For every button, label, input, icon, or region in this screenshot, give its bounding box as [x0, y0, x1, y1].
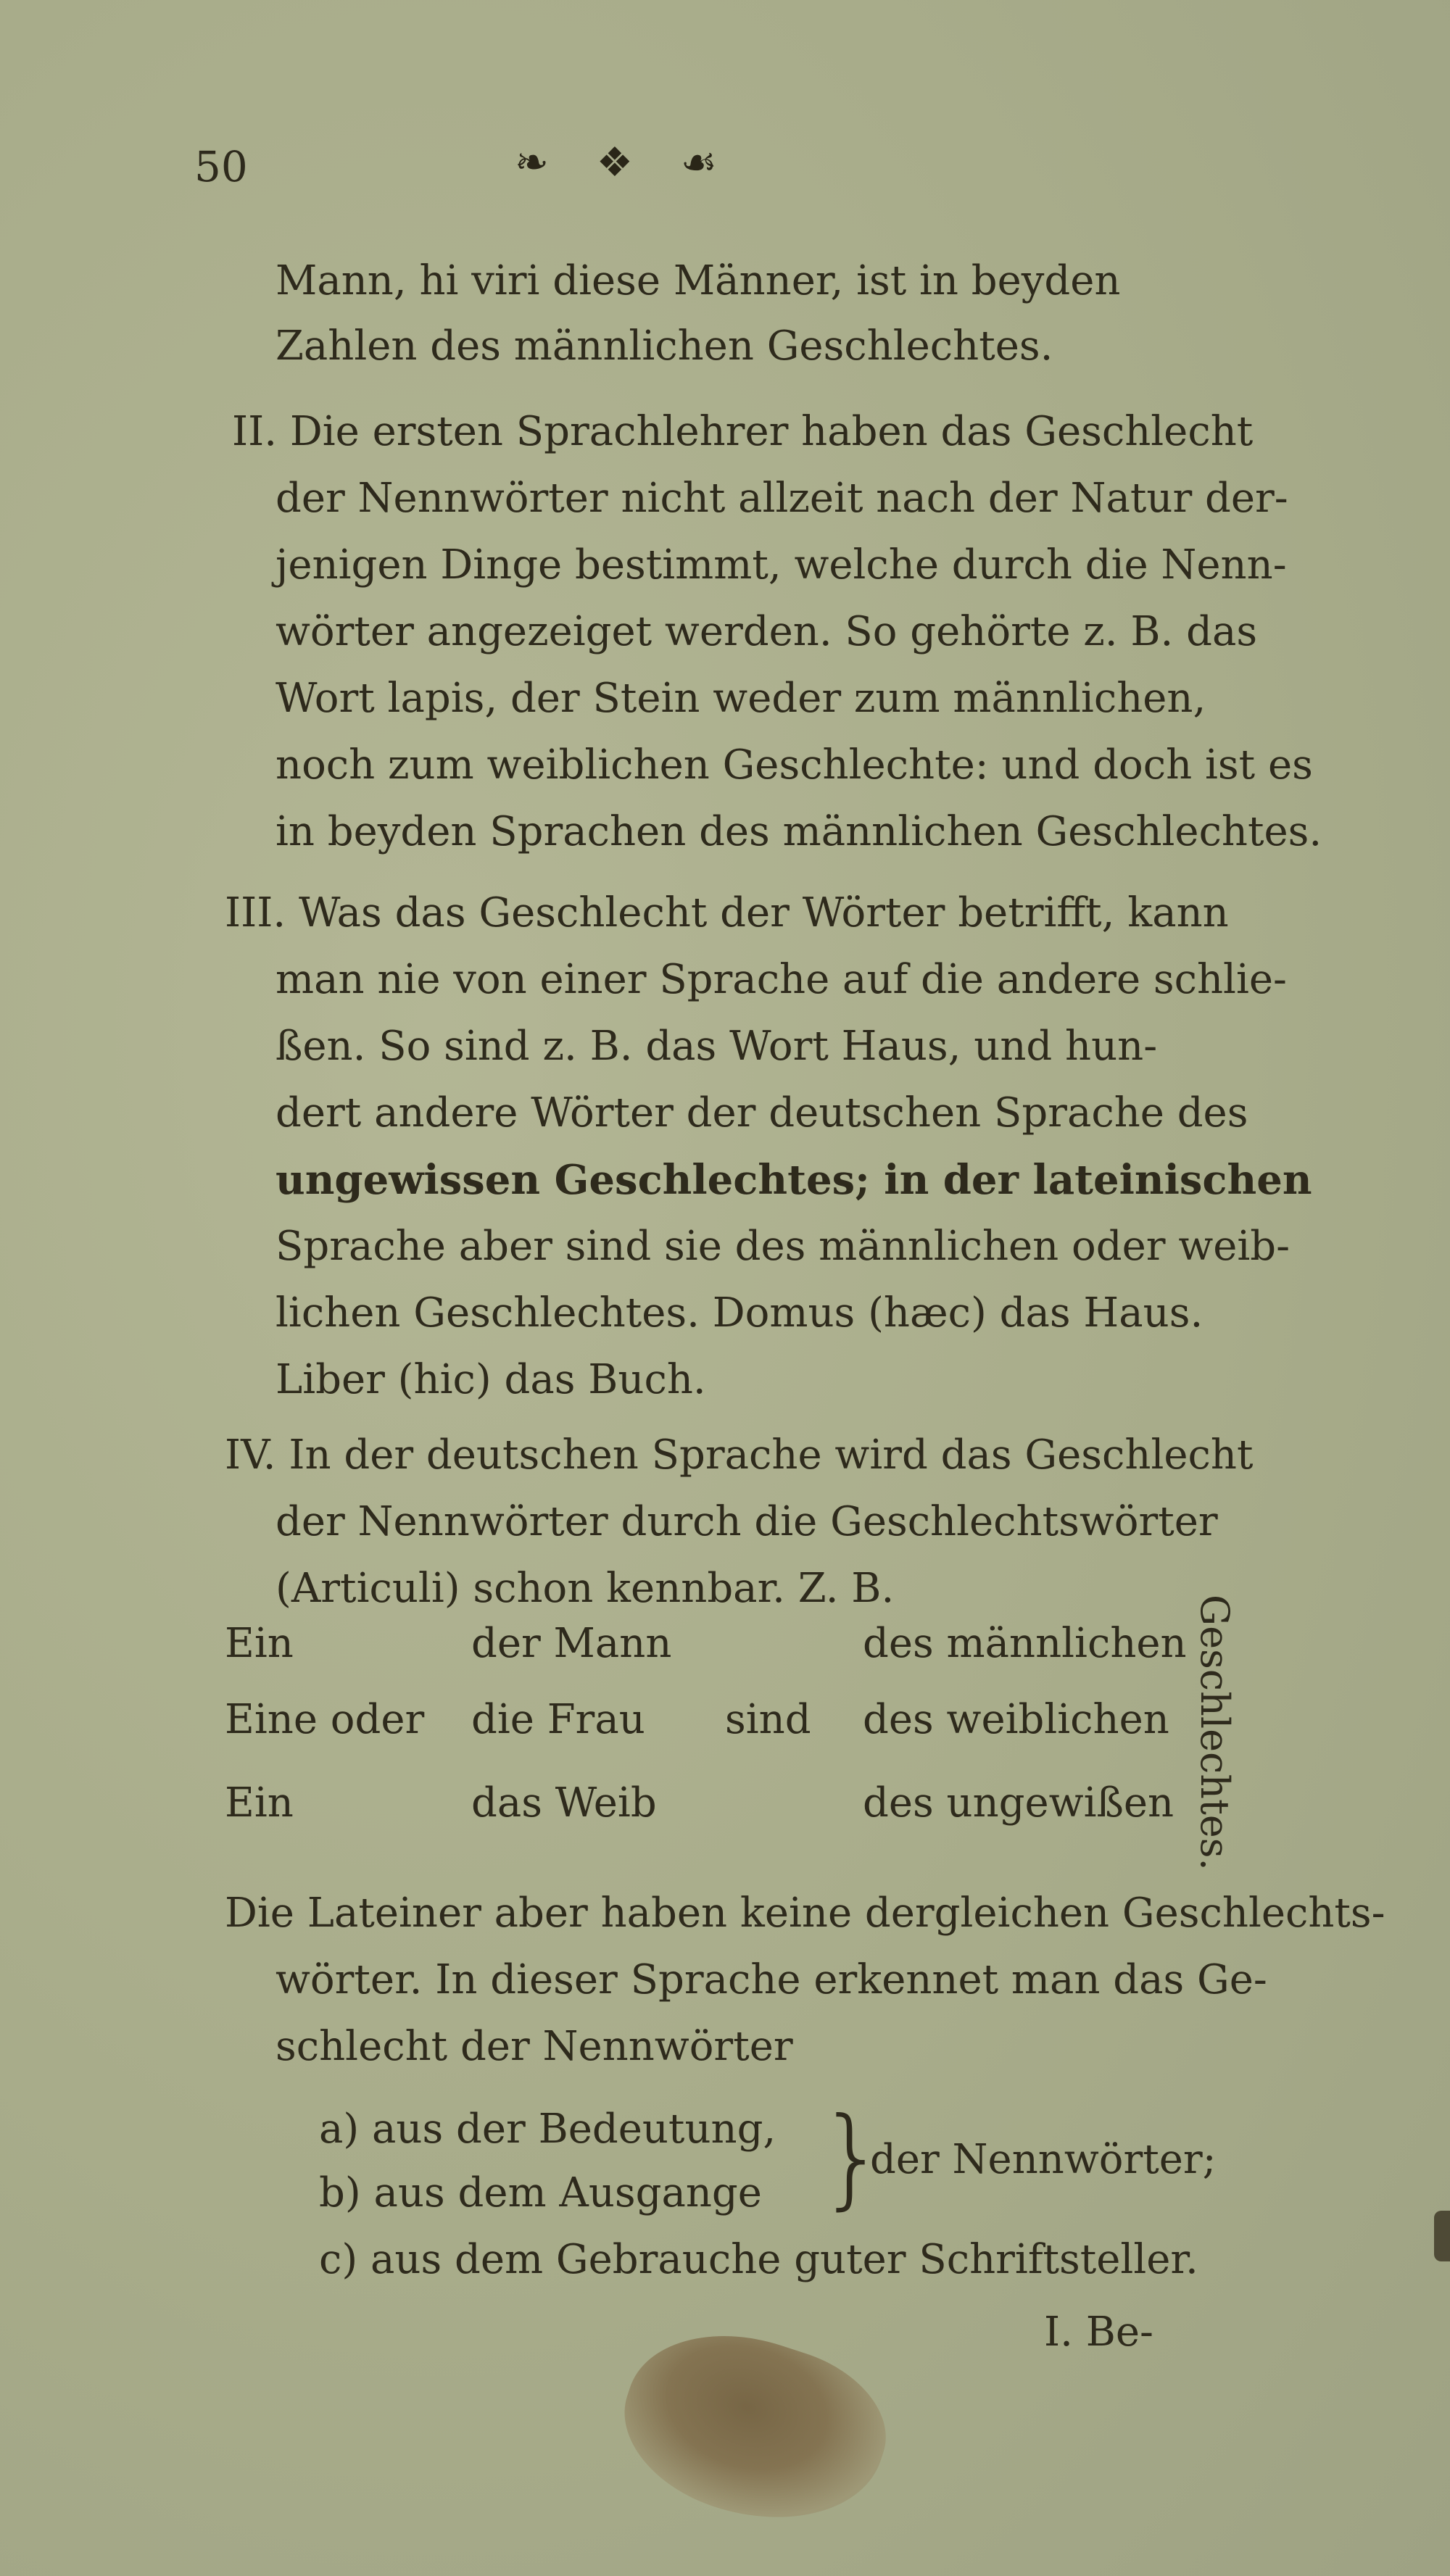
text-line: III. Was das Geschlecht der Wörter betrifft, kann [225, 889, 1229, 936]
text-line: Die Lateiner aber haben keine dergleichen Geschlechts- [225, 1890, 1385, 1937]
table-cell: Eine oder [225, 1696, 425, 1743]
list-item: b) aus dem Ausgange [319, 2169, 762, 2216]
list-item: a) aus der Bedeutung, [319, 2106, 776, 2153]
text-line: man nie von einer Sprache auf die andere schlie- [276, 956, 1287, 1003]
table-cell: des ungewißen [863, 1779, 1174, 1827]
table-cell: Ein [225, 1620, 294, 1667]
text-line: ungewissen Geschlechtes; in der lateinischen [276, 1156, 1312, 1204]
text-line: lichen Geschlechtes. Domus (hæc) das Haus. [276, 1289, 1204, 1337]
catchword: I. Be- [1044, 2309, 1153, 2356]
text-line: Sprache aber sind sie des männlichen oder weib- [276, 1223, 1290, 1270]
table-cell: der Mann [471, 1620, 672, 1667]
text-line: der Nennwörter nicht allzeit nach der Natur der- [276, 475, 1288, 522]
text-line: der Nennwörter durch die Geschlechtswörter [276, 1498, 1218, 1545]
table-cell: des männlichen [863, 1620, 1187, 1667]
table-cell: die Frau [471, 1696, 645, 1743]
text-line: Zahlen des männlichen Geschlechtes. [276, 323, 1053, 370]
text-line: Wort lapis, der Stein weder zum männlichen, [276, 675, 1206, 722]
table-cell: des weiblichen [863, 1696, 1169, 1743]
brace-label: der Nennwörter; [870, 2136, 1217, 2183]
side-label: Geschlechtes. [1192, 1595, 1238, 1871]
table-cell: das Weib [471, 1779, 657, 1827]
text-line: IV. In der deutschen Sprache wird das Geschlecht [225, 1432, 1254, 1479]
text-line: (Articuli) schon kennbar. Z. B. [276, 1565, 895, 1612]
text-line: noch zum weiblichen Geschlechte: und doch ist es [276, 741, 1313, 789]
table-cell: Ein [225, 1779, 294, 1827]
text-line: ßen. So sind z. B. das Wort Haus, und hun- [276, 1023, 1158, 1070]
list-item: c) aus dem Gebrauche guter Schriftsteller. [319, 2236, 1198, 2283]
text-line: II. Die ersten Sprachlehrer haben das Geschlecht [232, 408, 1254, 455]
text-line: Mann, hi viri diese Männer, ist in beyden [276, 257, 1121, 304]
table-cell: sind [725, 1696, 811, 1743]
paper-stain [603, 2305, 906, 2551]
text-line: jenigen Dinge bestimmt, welche durch die Nenn- [276, 541, 1287, 589]
text-line: Liber (hic) das Buch. [276, 1356, 706, 1403]
brace-icon: } [818, 2095, 887, 2221]
text-line: wörter. In dieser Sprache erkennet man das Ge- [276, 1956, 1267, 2003]
text-line: schlecht der Nennwörter [276, 2023, 793, 2070]
page-edge-mark [1434, 2211, 1450, 2261]
text-line: wörter angezeiget werden. So gehörte z. B. das [276, 608, 1258, 655]
text-line: dert andere Wörter der deutschen Sprache des [276, 1089, 1248, 1137]
header-ornament-icon: ❧ ❖ ☙ [515, 139, 734, 186]
text-line: in beyden Sprachen des männlichen Geschlechtes. [276, 808, 1322, 855]
page-number: 50 [194, 142, 248, 191]
